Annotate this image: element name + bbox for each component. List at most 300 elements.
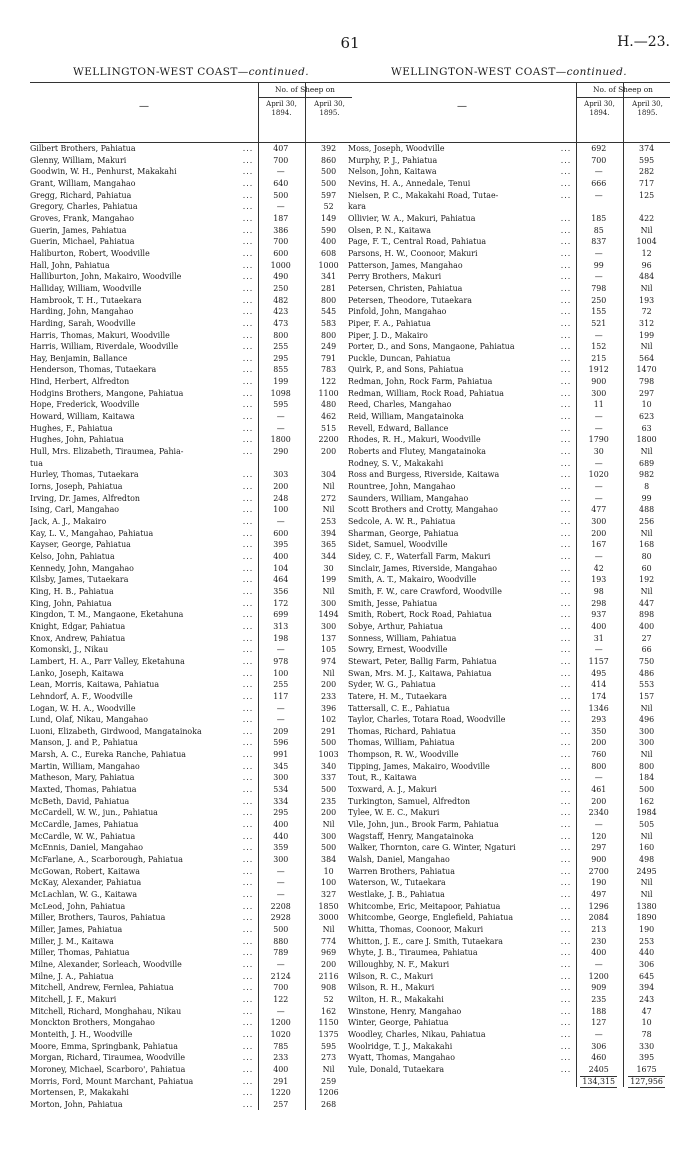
table-row: Maxted, Thomas, Pahiatua ... 534 500 [30, 784, 352, 796]
sheep-1894: 255 [273, 680, 289, 690]
sheep-1894: 291 [273, 1076, 289, 1086]
table-row: Groves, Frank, Mangahao ... 187 149 [30, 213, 352, 225]
owner-name: Miller, J. M., Kaitawa [30, 936, 114, 946]
table-row: Whitta, Thomas, Coonoor, Makuri ... 213 190 [348, 924, 670, 936]
owner-name: Sinclair, James, Riverside, Mangahao [348, 563, 498, 573]
owner-name: Miller, Thomas, Pahiatua [30, 948, 130, 958]
sheep-1894: 400 [273, 1064, 289, 1074]
table-row: Kay, L. V., Mangahao, Pahiatua ... 600 394 [30, 528, 352, 540]
owner-name: Logan, W. H. A., Woodville [30, 703, 136, 713]
sheep-1895: 783 [321, 365, 337, 375]
table-row [30, 458, 352, 470]
owner-name: Hurley, Thomas, Tutaekara [30, 470, 139, 480]
sheep-1895: 273 [321, 1053, 337, 1063]
owner-name: Taylor, Charles, Totara Road, Woodville [348, 715, 506, 725]
owner-name: Murphy, P. J., Pahiatua [348, 155, 438, 165]
table-row: Hughes, F., Pahiatua ... — 515 [30, 423, 352, 435]
table-row: Tipping, James, Makairo, Woodville ... 800 800 [348, 761, 670, 773]
sheep-1895: 440 [639, 948, 655, 958]
sheep-1895: Nil [640, 703, 653, 713]
owner-name: Knight, Edgar, Pahiatua [30, 621, 126, 631]
owner-name: Luoni, Elizabeth, Girdwood, Mangatainoka [30, 726, 202, 736]
sheep-1894: 490 [273, 272, 289, 282]
table-row: Taylor, Charles, Totara Road, Woodville ... 293 496 [348, 714, 670, 726]
sheep-1895: 259 [321, 1076, 337, 1086]
table-header [30, 82, 352, 143]
sheep-1895: 500 [321, 843, 337, 853]
sheep-1895: 717 [639, 178, 655, 188]
table-row: Murphy, P. J., Pahiatua ... 700 595 [348, 155, 670, 167]
sheep-1894: 407 [273, 144, 289, 153]
owner-name: Manson, J. and P., Pahiatua [30, 738, 138, 748]
sheep-1895: 394 [321, 528, 337, 538]
owner-name: Turkington, Samuel, Alfredton [348, 796, 471, 806]
table-row: Rountree, John, Mangahao ... — 8 [348, 481, 670, 493]
sheep-1895: 10 [323, 866, 334, 876]
owner-name: Morris, Ford, Mount Marchant, Pahiatua [30, 1076, 194, 1086]
table-row: Puckle, Duncan, Pahiatua ... 215 564 [348, 353, 670, 365]
sheep-1895: 168 [639, 540, 655, 550]
sheep-1895: 597 [321, 190, 337, 200]
sheep-1894: 356 [273, 586, 289, 596]
owner-name: Harris, Thomas, Makuri, Woodville [30, 330, 170, 340]
sheep-1895: 750 [639, 656, 655, 666]
sheep-1895: 480 [321, 400, 337, 410]
sheep-1895: 545 [321, 307, 337, 317]
owner-name: Nielsen, P. C., Makakahi Road, Tutae- [348, 190, 499, 200]
sheep-1894: — [276, 715, 285, 725]
owner-name: Tatere, H. M., Tutaekara [348, 691, 448, 701]
sheep-1894: — [594, 773, 603, 783]
sheep-1894: 1098 [270, 388, 291, 398]
table-row: Patterson, James, Mangahao ... 99 96 [348, 260, 670, 272]
table-row: Whyte, J. B., Tiraumea, Pahiatua ... 400 440 [348, 947, 670, 959]
owner-name: Tattersall, C. E., Pahiatua [348, 703, 450, 713]
owner-name: Wyatt, Thomas, Mangahao [348, 1053, 455, 1063]
sheep-1895: 235 [321, 796, 337, 806]
table-row: Woodley, Charles, Nikau, Pahiatua ... — 78 [348, 1029, 670, 1041]
table-row: Goodwin, W. H., Penhurst, Makakahi ... — 500 [30, 166, 352, 178]
table-row: Howard, William, Kaitawa ... — 462 [30, 411, 352, 423]
sheep-1895: Nil [322, 820, 335, 830]
sheep-1895: 608 [321, 248, 337, 258]
table-row: Page, F. T., Central Road, Pahiatua ... 837 1004 [348, 236, 670, 248]
sheep-1894: 42 [593, 563, 604, 573]
owner-name: Hull, Mrs. Elizabeth, Tiraumea, Pahia- [30, 447, 184, 457]
owner-name: Sidey, C. F., Waterfall Farm, Makuri [348, 551, 491, 561]
table-row: Lanko, Joseph, Kaitawa ... 100 Nil [30, 668, 352, 680]
sheep-1895: 281 [321, 283, 337, 293]
sheep-1895: 1984 [636, 808, 657, 818]
owner-name: Rountree, John, Mangahao [348, 482, 456, 492]
owner-name: Smith, Jesse, Pahiatua [348, 598, 438, 608]
table-row: Moroney, Michael, Scarboro', Pahiatua ... 400 Nil [30, 1064, 352, 1076]
table-row: Miller, J. M., Kaitawa ... 880 774 [30, 936, 352, 948]
sheep-1894: 313 [273, 621, 289, 631]
sheep-1895: 52 [323, 202, 334, 212]
owner-name: Nevins, H. A., Annedale, Tenui [348, 178, 471, 188]
sheep-1894: 300 [273, 855, 289, 865]
sheep-1894: 2700 [588, 866, 609, 876]
sheep-1894: 117 [273, 691, 289, 701]
sheep-1894: 250 [273, 283, 289, 293]
table-row: Marsh, A. C., Eureka Ranche, Pahiatua ... 991 1003 [30, 749, 352, 761]
table-row: Rhodes, R. H., Makuri, Woodville ... 1790 1800 [348, 434, 670, 446]
owner-name: Mitchell, Andrew, Fernlea, Pahiatua [30, 983, 174, 993]
sheep-1894: 300 [273, 773, 289, 783]
sheep-1895: 137 [321, 633, 337, 643]
table-row: Monckton Brothers, Mongahao ... 1200 1150 [30, 1017, 352, 1029]
sheep-1895: 394 [639, 983, 655, 993]
sheep-1894: 640 [273, 178, 289, 188]
table-row: Syder, W. G., Pahiatua ... 414 553 [348, 679, 670, 691]
sheep-1895: 199 [321, 575, 337, 585]
sheep-1895: 1375 [318, 1029, 339, 1039]
owner-name: Sobye, Arthur, Pahiatua [348, 621, 444, 631]
owner-name: Tout, R., Kaitawa [348, 773, 417, 783]
sheep-1894: 1790 [588, 435, 609, 445]
sheep-1894: — [594, 551, 603, 561]
sheep-1894: 200 [273, 482, 289, 492]
table-row: Luoni, Elizabeth, Girdwood, Mangatainoka ... 209 291 [30, 726, 352, 738]
table-row: Sobye, Arthur, Pahiatua ... 400 400 [348, 621, 670, 633]
table-row: Halliburton, John, Makairo, Woodville ... 490 341 [30, 271, 352, 283]
table-row: Moore, Emma, Springbank, Pahiatua ... 785 595 [30, 1041, 352, 1053]
table-row: Hind, Herbert, Alfredton ... 199 122 [30, 376, 352, 388]
table-row: Winstone, Henry, Mangahao ... 188 47 [348, 1006, 670, 1018]
sheep-1894: 464 [273, 575, 289, 585]
table-row: Milne, Alexander, Sorleach, Woodville ... — 200 [30, 959, 352, 971]
sheep-1894: 295 [273, 353, 289, 363]
table-row: Quirk, P., and Sons, Pahiatua ... 1912 1470 [348, 364, 670, 376]
table-row: Komonski, J., Nikau ... — 105 [30, 644, 352, 656]
owner-name: Grant, William, Mangahao [30, 178, 136, 188]
sheep-1894: 255 [273, 342, 289, 352]
sheep-1894: 1020 [588, 470, 609, 480]
table-row: Jack, A. J., Makairo ... — 253 [30, 516, 352, 528]
sheep-1895: 312 [639, 318, 655, 328]
table-row: Guerin, James, Pahiatua ... 386 590 [30, 225, 352, 237]
sheep-1895: 8 [644, 482, 650, 492]
sheep-1894: 200 [591, 738, 607, 748]
table-row: McCardle, James, Pahiatua ... 400 Nil [30, 819, 352, 831]
continued-label: continued. [248, 66, 309, 78]
owner-name: Moss, Joseph, Woodville [348, 144, 445, 153]
sheep-1894: 482 [273, 295, 289, 305]
owner-name: McLeod, John, Pahiatua [30, 901, 126, 911]
sheep-1894: — [276, 959, 285, 969]
table-row: Harris, Thomas, Makuri, Woodville ... 800 800 [30, 330, 352, 342]
table-row: Hope, Frederick, Woodville ... 595 480 [30, 399, 352, 411]
table-row: Grant, William, Mangahao ... 640 500 [30, 178, 352, 190]
table-row: Scott Brothers and Crotty, Mangahao ... 477 488 [348, 504, 670, 516]
sheep-1894: — [276, 703, 285, 713]
sheep-1894: — [594, 493, 603, 503]
sheep-1894: 293 [591, 715, 607, 725]
owner-name: Willoughby, N. F., Makuri [348, 959, 450, 969]
sheep-1894: 600 [273, 528, 289, 538]
sheep-1894: 290 [273, 447, 289, 457]
sheep-1895: 974 [321, 656, 337, 666]
table-row: Miller, Thomas, Pahiatua ... 789 969 [30, 947, 352, 959]
sheep-1895: Nil [640, 878, 653, 888]
sheep-1894: 534 [273, 785, 289, 795]
owner-name: Walsh, Daniel, Mangahao [348, 855, 450, 865]
sheep-1894: 699 [273, 610, 289, 620]
table-row: Reid, William, Mangatainoka ... — 623 [348, 411, 670, 423]
sheep-1895: 249 [321, 342, 337, 352]
table-body [348, 143, 670, 1087]
table-row: McGowan, Robert, Kaitawa ... — 10 [30, 866, 352, 878]
sheep-1894: — [594, 458, 603, 468]
sheep-1894: 800 [591, 761, 607, 771]
owner-name: Irving, Dr. James, Alfredton [30, 493, 140, 503]
sheep-1894: 785 [273, 1041, 289, 1051]
owner-name: Petersen, Christen, Pahiatua [348, 283, 463, 293]
sheep-1895: 282 [639, 167, 655, 177]
owner-name: Harding, Sarah, Woodville [30, 318, 136, 328]
sheep-1894: 500 [273, 190, 289, 200]
owner-name: Moore, Emma, Springbank, Pahiatua [30, 1041, 178, 1051]
sheep-1894: 98 [593, 586, 604, 596]
sheep-1895: 200 [321, 447, 337, 457]
table-row: Glenny, William, Makuri ... 700 860 [30, 155, 352, 167]
owner-name: Parsons, H. W., Coonoor, Makuri [348, 248, 478, 258]
sheep-1895: 1850 [318, 901, 339, 911]
owner-name: Haliburton, Robert, Woodville [30, 248, 150, 258]
owner-name: Lanko, Joseph, Kaitawa [30, 668, 124, 678]
sheep-1895: 78 [641, 1029, 652, 1039]
table-row: Sidey, C. F., Waterfall Farm, Makuri ... — 80 [348, 551, 670, 563]
sheep-1895: 590 [321, 225, 337, 235]
sheep-1894: 461 [591, 785, 607, 795]
owner-name: Maxted, Thomas, Pahiatua [30, 785, 137, 795]
sheep-1895: 800 [639, 761, 655, 771]
owner-name: Ising, Carl, Mangahao [30, 505, 120, 515]
sheep-1894: 521 [591, 318, 607, 328]
owner-name: Ollivier, W. A., Makuri, Pahiatua [348, 213, 476, 223]
table-row: Hambrook, T. H., Tutaekara ... 482 800 [30, 295, 352, 307]
table-row: Mitchell, J. F., Makuri ... 122 52 [30, 994, 352, 1006]
owner-name: Walker, Thornton, care G. Winter, Ngaturi [348, 843, 516, 853]
owner-name: kara [348, 202, 366, 212]
sheep-1895: 553 [639, 680, 655, 690]
sheep-1895: 623 [639, 412, 655, 422]
owner-name: Matheson, Mary, Pahiatua [30, 773, 135, 783]
sheep-1894: 760 [591, 750, 607, 760]
table-row: Wyatt, Thomas, Mangahao ... 460 395 [348, 1052, 670, 1064]
owner-name: Reed, Charles, Mangahao [348, 400, 452, 410]
owner-name: Revell, Edward, Ballance [348, 423, 449, 433]
sheep-1894: 414 [591, 680, 607, 690]
table-row: Walker, Thornton, care G. Winter, Ngaturi ... 297 160 [348, 842, 670, 854]
region-name: WELLINGTON-WEST COAST— [73, 66, 249, 78]
sheep-1894: 800 [273, 330, 289, 340]
sheep-1895: 800 [321, 330, 337, 340]
sheep-1895: 462 [321, 412, 337, 422]
table-row: Whitton, J. E., care J. Smith, Tutaekara ... 230 253 [348, 936, 670, 948]
total-1895: 127,956 [630, 1076, 663, 1086]
sheep-1894: 500 [273, 924, 289, 934]
owner-name: Henderson, Thomas, Tutaekara [30, 365, 157, 375]
sheep-1895: 500 [321, 178, 337, 188]
sheep-1895: 505 [639, 820, 655, 830]
sheep-1895: 193 [639, 295, 655, 305]
sheep-1895: 689 [639, 458, 655, 468]
sheep-1894: 477 [591, 505, 607, 515]
table-row: Tylee, W. E. C., Makuri ... 2340 1984 [348, 807, 670, 819]
table-row: Sonness, William, Pahiatua ... 31 27 [348, 633, 670, 645]
sheep-1894: — [594, 412, 603, 422]
sheep-1895: 1100 [318, 388, 339, 398]
sheep-1895: Nil [640, 225, 653, 235]
owner-name: McCardle, W. W., Pahiatua [30, 831, 136, 841]
sheep-1895: Nil [640, 447, 653, 457]
sheep-1895: 72 [641, 307, 652, 317]
column-title [30, 66, 352, 82]
sheep-1895 [623, 201, 670, 213]
owner-name: Wilson, R. C., Makuri [348, 971, 434, 981]
sheep-1895: 52 [323, 994, 334, 1004]
sheep-1895: 488 [639, 505, 655, 515]
sheep-1895: 2200 [318, 435, 339, 445]
table-row: Monteith, J. H., Woodville ... 1020 1375 [30, 1029, 352, 1041]
sheep-1894: 900 [591, 377, 607, 387]
sheep-1894: 440 [273, 831, 289, 841]
sheep-1894: 2340 [588, 808, 609, 818]
owner-name: Whitta, Thomas, Coonoor, Makuri [348, 924, 484, 934]
sheep-1895: 105 [321, 645, 337, 655]
sheep-1894: 257 [273, 1099, 289, 1109]
sheep-1895: Nil [640, 586, 653, 596]
owner-name: Petersen, Theodore, Tutaekara [348, 295, 472, 305]
sheep-1894: 298 [591, 598, 607, 608]
sheep-1894: 11 [593, 400, 604, 410]
owner-name: Lean, Morris, Kaitawa, Pahiatua [30, 680, 160, 690]
owner-name: Sidet, Samuel, Woodville [348, 540, 448, 550]
table-row: Knight, Edgar, Pahiatua ... 313 300 [30, 621, 352, 633]
sheep-1894: — [594, 959, 603, 969]
sheep-1894: 2124 [270, 971, 291, 981]
owner-name: Kennedy, John, Mangahao [30, 563, 134, 573]
sheep-count-header: No. of Sheep on [275, 85, 335, 94]
owner-name: Hind, Herbert, Alfredton [30, 377, 130, 387]
table-row: Wilton, H. R., Makakahi ... 235 243 [348, 994, 670, 1006]
table-row: Ollivier, W. A., Makuri, Pahiatua ... 185 422 [348, 213, 670, 225]
table-row: Waterson, W., Tutaekara ... 190 Nil [348, 877, 670, 889]
sheep-1895: 1494 [318, 610, 339, 620]
owner-name: Kayser, George, Pahiatua [30, 540, 131, 550]
owner-name: Perry Brothers, Makuri [348, 272, 442, 282]
table-row: Willoughby, N. F., Makuri ... — 306 [348, 959, 670, 971]
table-row: Sowry, Ernest, Woodville ... — 66 [348, 644, 670, 656]
sheep-1895: 1150 [318, 1018, 339, 1028]
continued-label: continued. [566, 66, 627, 78]
table-row: Parsons, H. W., Coonoor, Makuri ... — 12 [348, 248, 670, 260]
table-row: Gilbert Brothers, Pahiatua ... 407 392 [30, 143, 352, 155]
owner-name: Olsen, P. N., Kaitawa [348, 225, 431, 235]
table-row: King, John, Pahiatua ... 172 300 [30, 598, 352, 610]
sheep-1895: 1675 [636, 1064, 657, 1074]
sheep-1895 [305, 458, 352, 470]
sheep-1894: 200 [591, 528, 607, 538]
sheep-1894: 185 [591, 213, 607, 223]
owner-name: Sedcole, A. W. R., Pahiatua [348, 517, 456, 526]
sheep-1895: Nil [640, 283, 653, 293]
sheep-1894: — [594, 190, 603, 200]
sheep-1895: 243 [639, 994, 655, 1004]
table-row: Thomas, William, Pahiatua ... 200 300 [348, 737, 670, 749]
table-row: Milne, J. A., Pahiatua ... 2124 2116 [30, 971, 352, 983]
sheep-1894: 359 [273, 843, 289, 853]
owner-name: Porter, D., and Sons, Mangaone, Pahiatua [348, 342, 515, 352]
table-row: Lambert, H. A., Parr Valley, Eketahuna ... 978 974 [30, 656, 352, 668]
sheep-1895: 125 [639, 190, 655, 200]
table-row: Lehndorf, A. F., Woodville ... 117 233 [30, 691, 352, 703]
sheep-1895: 1004 [636, 237, 657, 247]
sheep-1894: 400 [273, 551, 289, 561]
sheep-1895: 96 [641, 260, 652, 270]
sheep-1895: 160 [639, 843, 655, 853]
sheep-1895: 341 [321, 272, 337, 282]
sheep-1894: — [276, 645, 285, 655]
sheep-1895: 102 [321, 715, 337, 725]
sheep-1895: 498 [639, 855, 655, 865]
sheep-1895: 583 [321, 318, 337, 328]
owner-name: McEnnis, Daniel, Mangahao [30, 843, 144, 853]
owner-name: Vile, John, jun., Brook Farm, Pahiatua [348, 820, 499, 830]
sheep-1895: 10 [641, 1018, 652, 1028]
owner-name: Glenny, William, Makuri [30, 155, 127, 165]
sheep-1895: 300 [321, 831, 337, 841]
sheep-1894: — [276, 423, 285, 433]
sheep-1894: 350 [591, 726, 607, 736]
sheep-1894: 855 [273, 365, 289, 375]
table-row: Thomas, Richard, Pahiatua ... 350 300 [348, 726, 670, 738]
owner-name: Warren Brothers, Pahiatua [348, 866, 455, 876]
sheep-1895: 199 [639, 330, 655, 340]
owner-name: Roberts and Flutey, Mangatainoka [348, 447, 486, 457]
table-row: McLeod, John, Pahiatua ... 2208 1850 [30, 901, 352, 913]
owner-name: Komonski, J., Nikau [30, 645, 109, 655]
table-row: Ising, Carl, Mangahao ... 100 Nil [30, 504, 352, 516]
sheep-1894: 495 [591, 668, 607, 678]
sheep-1895: 645 [639, 971, 655, 981]
owner-name: Whitton, J. E., care J. Smith, Tutaekara [348, 936, 503, 946]
sheep-1894: 300 [591, 517, 607, 526]
sheep-1894: — [594, 167, 603, 177]
owner-name: Halliburton, John, Makairo, Woodville [30, 272, 182, 282]
sheep-1895: 515 [321, 423, 337, 433]
sheep-1894: 230 [591, 936, 607, 946]
sheep-1895: 297 [639, 388, 655, 398]
owner-name: Wagstaff, Henry, Mangatainoka [348, 831, 474, 841]
sheep-1895: 422 [639, 213, 655, 223]
owner-name: Rhodes, R. H., Makuri, Woodville [348, 435, 481, 445]
table-row: Pinfold, John, Mangahao ... 155 72 [348, 306, 670, 318]
table-row: Ross and Burgess, Riverside, Kaitawa ... 1020 982 [348, 469, 670, 481]
owner-name: Syder, W. G., Pahiatua [348, 680, 436, 690]
sheep-1895: 1003 [318, 750, 339, 760]
owner-name: Milne, J. A., Pahiatua [30, 971, 114, 981]
owner-name: Woodley, Charles, Nikau, Pahiatua [348, 1029, 486, 1039]
sheep-1895: 233 [321, 691, 337, 701]
owner-name: Knox, Andrew, Pahiatua [30, 633, 126, 643]
table-row: Whitcombe, Eric, Meitapoor, Pahiatua ... 1296 1380 [348, 901, 670, 913]
sheep-1895: 1000 [318, 260, 339, 270]
sheep-1895: 200 [321, 959, 337, 969]
owner-name: Smith, A. T., Makairo, Woodville [348, 575, 477, 585]
